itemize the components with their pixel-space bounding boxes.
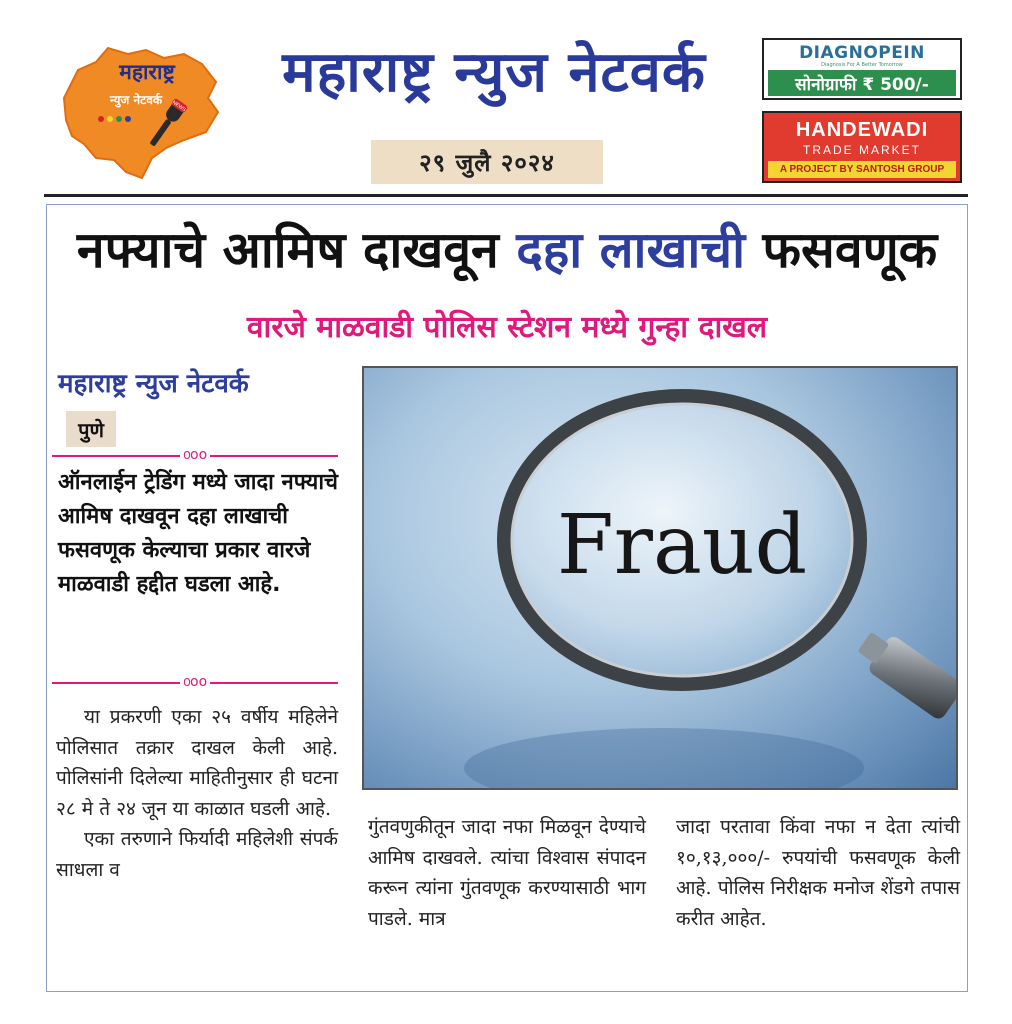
headline-highlight: दहा लाखाची xyxy=(516,221,746,279)
logo-dots xyxy=(98,116,131,122)
handewadi-ad[interactable] xyxy=(762,111,962,183)
handewadi-subtitle: TRADE MARKET xyxy=(802,143,921,157)
handewadi-band: A PROJECT BY SANTOSH GROUP xyxy=(768,161,956,178)
article-headline xyxy=(46,220,968,280)
body-column-3: जादा परतावा किंवा नफा न देता त्यांची १०,१३,०००/- रुपयांची फसवणूक केली आहे. पोलिस निरीक्षक मनोज शेंडगे तपास करीत आहेत. xyxy=(676,816,960,930)
maharashtra-news-logo xyxy=(56,40,226,180)
body-paragraph: एका तरुणाने फिर्यादी महिलेशी संपर्क साधला व xyxy=(56,828,338,881)
body-column-2: गुंतवणुकीतून जादा नफा मिळवून देण्याचे आमिष दाखवले. त्यांचा विश्वास संपादन करून त्यांना गुंतवणूक करण्यासाठी भाग पाडले. मात्र xyxy=(368,816,646,930)
logo-subtitle: न्युज नेटवर्क xyxy=(109,93,163,107)
article-byline: महाराष्ट्र न्युज नेटवर्क xyxy=(58,369,249,399)
article-lead: ऑनलाईन ट्रेडिंग मध्ये जादा नफ्याचे आमिष दाखवून दहा लाखाची फसवणूक केल्याचा प्रकार वारजे माळवाडी हद्दीत घडला आहे. xyxy=(58,470,338,597)
sonography-offer: सोनोग्राफी ₹ 500/- xyxy=(768,70,956,96)
fraud-photo-text: Fraud xyxy=(556,498,808,593)
body-column-1 xyxy=(56,702,338,885)
fraud-photo xyxy=(362,366,958,790)
diagnopein-ad[interactable] xyxy=(762,38,962,100)
headline-part3: फसवणूक xyxy=(745,221,938,279)
headline-part1: नफ्याचे आमिष दाखवून xyxy=(76,221,517,279)
magnifying-glass-icon xyxy=(364,368,956,788)
mic-news-label: NEWS xyxy=(171,99,187,114)
masthead-title: महाराष्ट्र न्युज नेटवर्क xyxy=(282,40,706,105)
article-subheadline: वारजे माळवाडी पोलिस स्टेशन मध्ये गुन्हा दाखल xyxy=(246,310,768,345)
handewadi-title: HANDEWADI xyxy=(795,119,929,141)
diagnopein-brand: DIAGNOPEIN xyxy=(799,43,925,63)
dateline-city: पुणे xyxy=(66,411,116,447)
ornament-icon: ൦oo xyxy=(180,675,210,689)
masthead-rule xyxy=(44,194,968,197)
diagnopein-tagline: Diagnosis For A Better Tomorrow xyxy=(821,62,903,68)
body-paragraph: या प्रकरणी एका २५ वर्षीय महिलेने पोलिसात तक्रार दाखल केली आहे. पोलिसांनी दिलेल्या माहितीनुसार ही घटना २८ मे ते २४ जून या काळात घडली आहे. xyxy=(56,706,338,820)
ornament-icon: ൦oo xyxy=(180,448,210,462)
issue-date: २९ जुलै २०२४ xyxy=(371,140,603,184)
logo-title: महाराष्ट्र xyxy=(119,60,175,84)
